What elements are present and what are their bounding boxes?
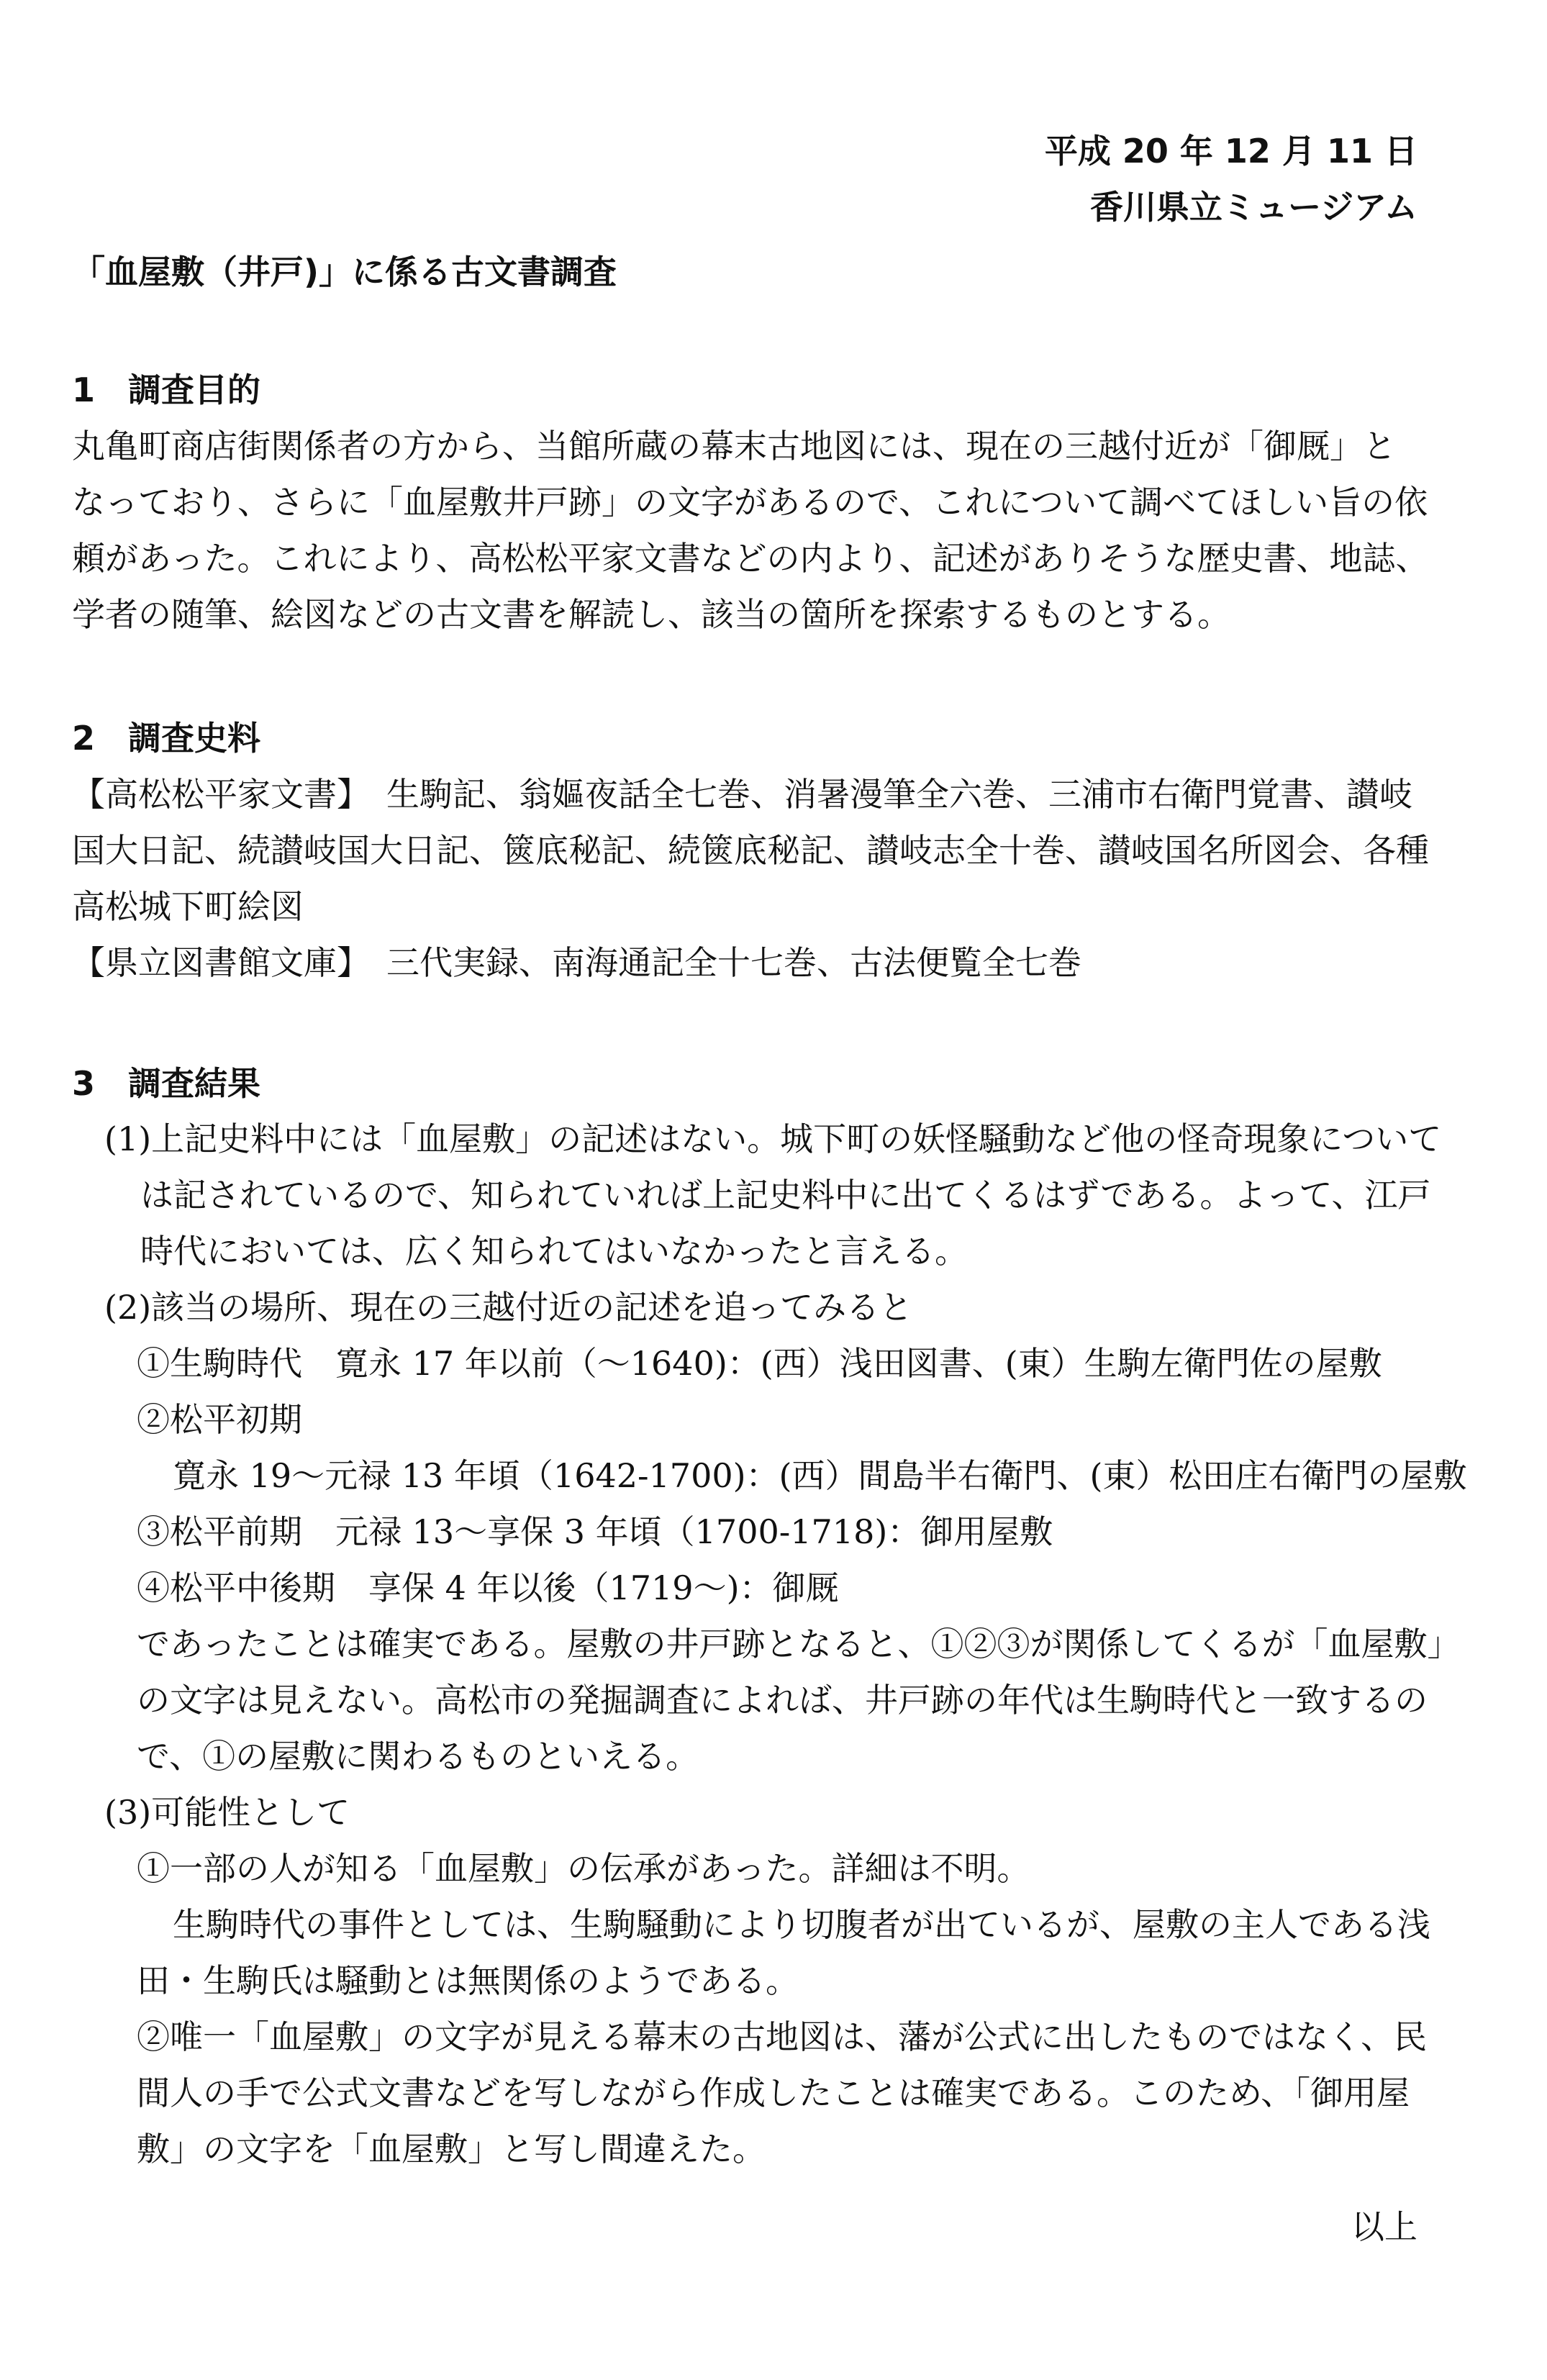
section1-line: 学者の随筆、絵図などの古文書を解読し、該当の箇所を探索するものとする。 [72,595,1230,634]
document-title: 「血屋敷（井戸)」に係る古文書調査 [72,253,617,291]
section2-line: 【高松松平家文書】 生駒記、翁嫗夜話全七巻、消暑漫筆全六巻、三浦市右衛門覚書、讃岐 [72,775,1412,814]
section2-line: 高松城下町絵図 [72,887,304,926]
section3-line: 生駒時代の事件としては、生駒騒動により切腹者が出ているが、屋敷の主人である浅 [173,1905,1430,1944]
section3-line: ①生駒時代 寛永 17 年以前（～1640)：(西）浅田図書、(東）生駒左衛門佐の屋敷 [137,1344,1382,1383]
section3-line: は記されているので、知られていれば上記史料中に出てくるはずである。よって、江戸 [140,1176,1431,1214]
section3-line: の文字は見えない。高松市の発掘調査によれば、井戸跡の年代は生駒時代と一致するの [137,1681,1428,1720]
section3-line: (3)可能性として [104,1793,350,1832]
section1-heading: 1 調査目的 [72,371,261,409]
section3-line: ②唯一「血屋敷」の文字が見える幕末の古地図は、藩が公式に出したものではなく、民 [137,2017,1428,2056]
section3-line: (2)該当の場所、現在の三越付近の記述を追ってみると [104,1288,913,1327]
section3-line: ④松平中後期 享保 4 年以後（1719～)：御厩 [137,1568,839,1607]
section3-line: であったことは確実である。屋敷の井戸跡となると、①②③が関係してくるが「血屋敷」 [137,1625,1461,1663]
issuer: 香川県立ミュージアム [1090,188,1417,227]
section3-line: 田・生駒氏は騒動とは無関係のようである。 [137,1961,799,2000]
section3-line: 間人の手で公式文書などを写しながら作成したことは確実である。このため、「御用屋 [137,2074,1410,2112]
section3-heading: 3 調査結果 [72,1064,261,1103]
section3-line: ③松平前期 元禄 13～享保 3 年頃（1700-1718)：御用屋敷 [137,1512,1053,1551]
closing-text: 以上 [1351,2207,1417,2246]
document-date: 平成 20 年 12 月 11 日 [1044,132,1417,171]
section3-line: 敷」の文字を「血屋敷」と写し間違えた。 [137,2130,766,2168]
section1-line: 頼があった。これにより、高松松平家文書などの内より、記述がありそうな歴史書、地誌、 [72,539,1429,578]
section3-line: 時代においては、広く知られてはいなかったと言える。 [140,1232,968,1271]
section3-line: ①一部の人が知る「血屋敷」の伝承があった。詳細は不明。 [137,1849,1030,1888]
section2-line: 国大日記、続讃岐国大日記、篋底秘記、続篋底秘記、讃岐志全十巻、讃岐国名所図会、各種 [72,831,1429,870]
section1-line: 丸亀町商店街関係者の方から、当館所蔵の幕末古地図には、現在の三越付近が「御厩」と [72,427,1396,465]
section3-line: 寛永 19～元禄 13 年頃（1642-1700)：(西）間島半右衛門、(東）松田庄右衛門の屋敷 [173,1456,1467,1495]
section3-line: で、①の屋敷に関わるものといえる。 [137,1737,699,1776]
section3-line: (1)上記史料中には「血屋敷」の記述はない。城下町の妖怪騒動など他の怪奇現象について [104,1119,1442,1158]
section3-line: ②松平初期 [137,1400,302,1439]
section2-heading: 2 調査史料 [72,719,261,758]
section2-line: 【県立図書館文庫】 三代実録、南海通記全十七巻、古法便覧全七巻 [72,943,1081,982]
section1-line: なっており、さらに「血屋敷井戸跡」の文字があるので、これについて調べてほしい旨の依 [72,483,1428,522]
